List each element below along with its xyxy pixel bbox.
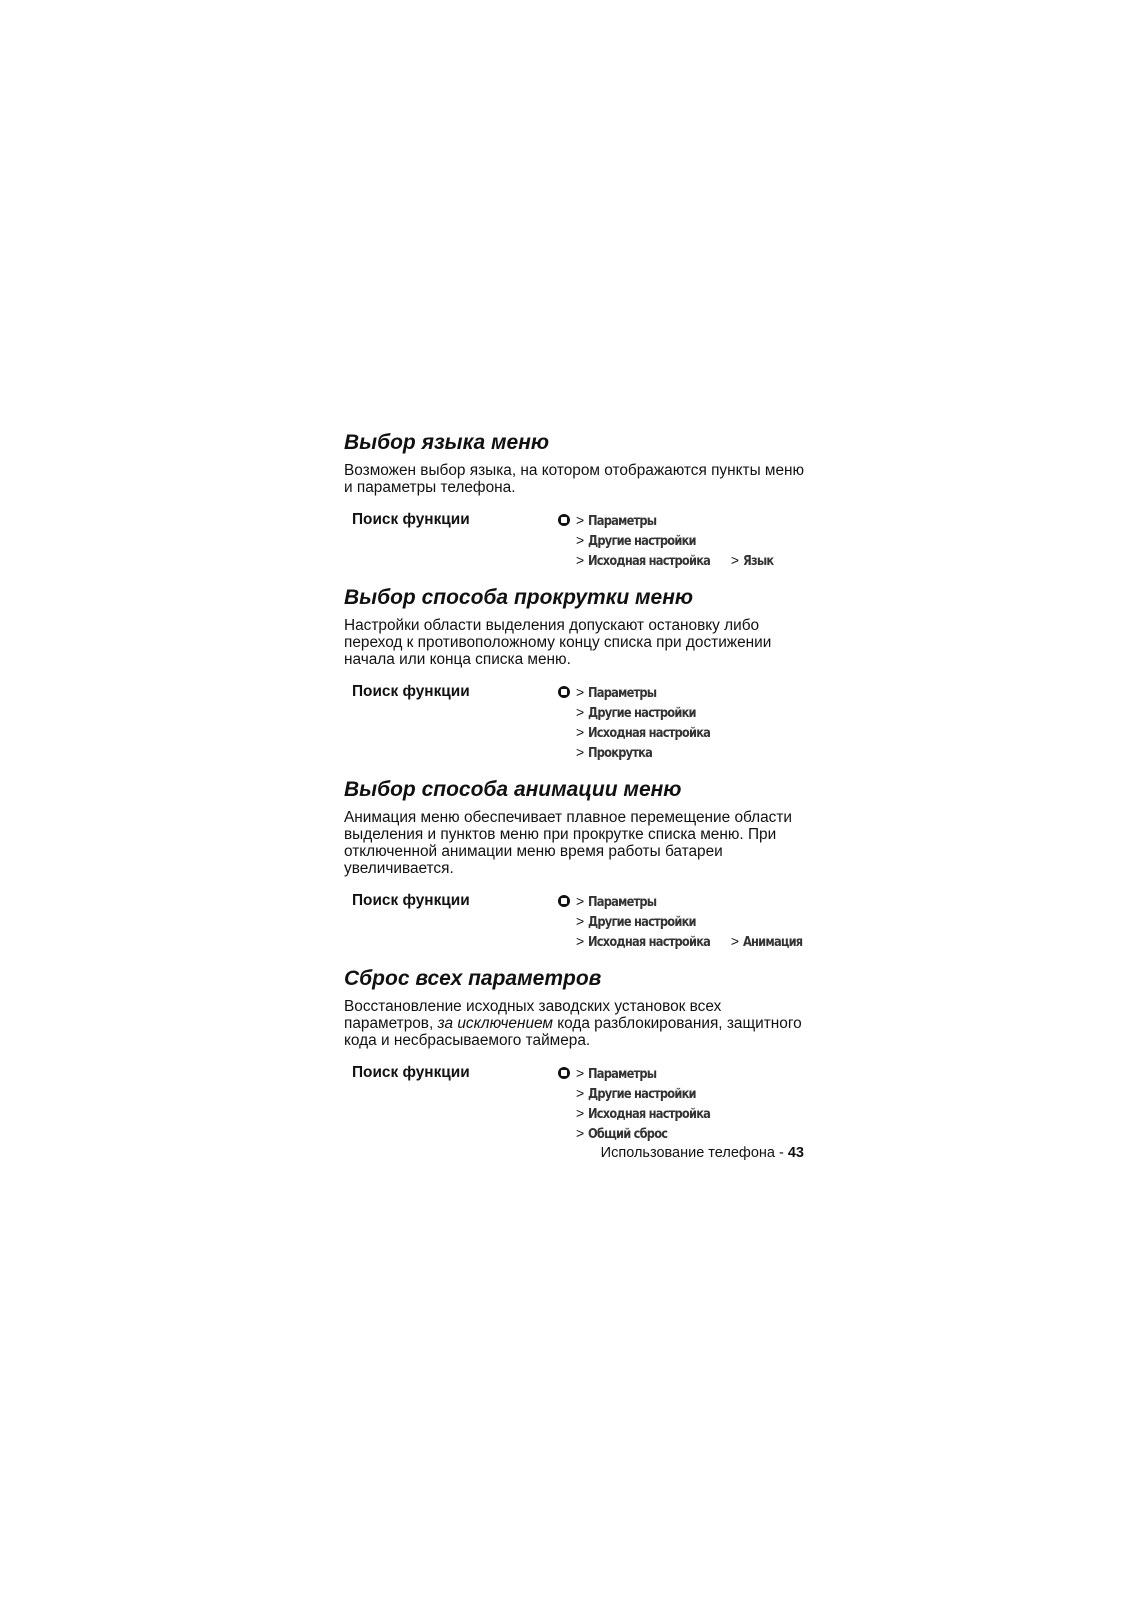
path-separator: > bbox=[730, 933, 740, 949]
path-separator: > bbox=[576, 744, 585, 760]
section-text-pre: Восстановление исходных заводских установок всех параметров, bbox=[344, 998, 722, 1032]
menu-path bbox=[558, 1064, 727, 1144]
page-number: 43 bbox=[787, 1145, 804, 1161]
find-feature bbox=[344, 1064, 814, 1144]
page-footer bbox=[0, 1145, 804, 1161]
menu-item: Другие настройки bbox=[588, 706, 696, 721]
section-text: Настройки области выделения допускают остановку либо переход к противоположному концу списка при достижении начала или конца списка меню. bbox=[344, 617, 772, 668]
section-text: Анимация меню обеспечивает плавное перемещение области выделения и пунктов меню при прокрутке списка меню. При отключенной анимации меню время работы батареи увеличивается. bbox=[344, 809, 793, 877]
section-title: Выбор способа прокрутки меню bbox=[344, 586, 694, 609]
footer-text: Использование телефона - bbox=[600, 1145, 784, 1161]
menu-item: Исходная настройка bbox=[588, 935, 711, 950]
menu-item: Параметры bbox=[588, 514, 657, 529]
menu-item: Другие настройки bbox=[588, 1087, 696, 1102]
menu-key-icon bbox=[558, 686, 570, 698]
menu-item: Исходная настройка bbox=[588, 554, 711, 569]
section-text-emphasis: за исключением bbox=[437, 1015, 553, 1032]
path-separator: > bbox=[576, 552, 585, 568]
path-separator: > bbox=[576, 532, 585, 548]
path-separator: > bbox=[576, 512, 585, 528]
menu-item: Другие настройки bbox=[588, 915, 696, 930]
section-text: Возможен выбор языка, на котором отображаются пункты меню и параметры телефона. bbox=[344, 462, 805, 496]
path-separator: > bbox=[576, 1085, 585, 1101]
section-menu-language bbox=[344, 430, 814, 571]
menu-path bbox=[558, 683, 727, 763]
menu-item: Анимация bbox=[743, 935, 803, 950]
menu-item: Исходная настройка bbox=[588, 726, 711, 741]
find-feature-label: Поиск функции bbox=[352, 892, 470, 909]
path-separator: > bbox=[576, 704, 585, 720]
menu-key-icon bbox=[558, 895, 570, 907]
path-separator: > bbox=[730, 552, 740, 568]
path-separator: > bbox=[576, 724, 585, 740]
section-menu-animation bbox=[344, 777, 814, 952]
find-feature bbox=[344, 683, 814, 763]
find-feature-label: Поиск функции bbox=[352, 683, 470, 700]
menu-path bbox=[558, 511, 778, 571]
menu-item: Исходная настройка bbox=[588, 1107, 711, 1122]
path-separator: > bbox=[576, 684, 585, 700]
find-feature bbox=[344, 892, 814, 952]
path-separator: > bbox=[576, 913, 585, 929]
find-feature bbox=[344, 511, 814, 571]
section-master-reset bbox=[344, 966, 814, 1144]
menu-item: Параметры bbox=[588, 686, 657, 701]
section-menu-scroll bbox=[344, 585, 814, 763]
path-separator: > bbox=[576, 933, 585, 949]
page-content bbox=[344, 430, 814, 1158]
menu-key-icon bbox=[558, 1067, 570, 1079]
menu-item: Параметры bbox=[588, 895, 657, 910]
path-separator: > bbox=[576, 893, 585, 909]
path-separator: > bbox=[576, 1065, 585, 1081]
path-separator: > bbox=[576, 1125, 585, 1141]
menu-path bbox=[558, 892, 810, 952]
menu-key-icon bbox=[558, 514, 570, 526]
section-text bbox=[344, 998, 814, 1049]
section-title: Сброс всех параметров bbox=[344, 967, 602, 990]
section-title: Выбор способа анимации меню bbox=[344, 778, 682, 801]
menu-item: Общий сброс bbox=[588, 1127, 668, 1142]
find-feature-label: Поиск функции bbox=[352, 511, 470, 528]
section-text-post: кода разблокирования, защитного кода и несбрасываемого таймера. bbox=[344, 1015, 802, 1049]
section-title: Выбор языка меню bbox=[344, 431, 550, 454]
menu-item: Параметры bbox=[588, 1067, 657, 1082]
menu-item: Язык bbox=[743, 554, 774, 569]
menu-item: Другие настройки bbox=[588, 534, 696, 549]
menu-item: Прокрутка bbox=[588, 746, 653, 761]
path-separator: > bbox=[576, 1105, 585, 1121]
find-feature-label: Поиск функции bbox=[352, 1064, 470, 1081]
